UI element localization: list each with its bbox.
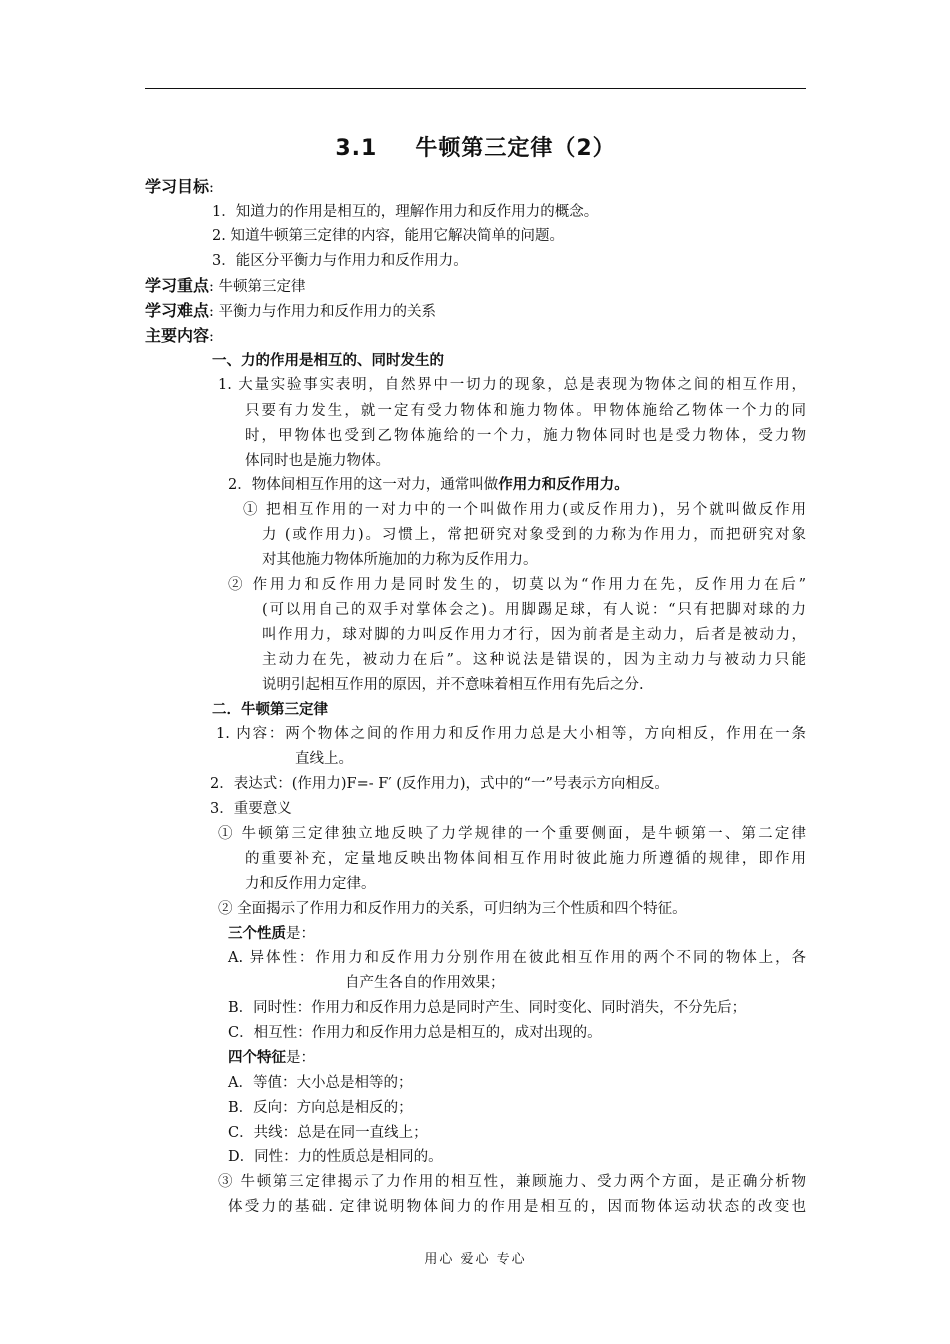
objective-item: 2. 知道牛顿第三定律的内容，能用它解决简单的问题。 [212,228,564,244]
header-rule [145,88,806,89]
page-title [145,134,806,164]
section1-paragraph-line: 体同时也是施力物体。 [245,453,390,469]
property-line: 自产生各自的作用效果； [345,975,505,991]
property-line: A. 异体性：作用力和反作用力分别作用在彼此相互作用的两个不同的物体上，各 [228,950,806,966]
clause2-line: 主动力在先，被动力在后”。这种说法是错误的，因为主动力与被动力只能 [262,652,806,668]
law-content-line: 直线上。 [295,751,353,767]
significance1-line: 力和反作用力定律。 [245,876,376,892]
difficulty-label: 学习难点 [145,301,210,320]
significance-heading: 3．重要意义 [210,801,292,817]
significance1-line: 的重要补充，定量地反映出物体间相互作用时彼此施力所遵循的规律，即作用 [245,851,806,867]
significance3-line: ③ 牛顿第三定律揭示了力作用的相互性，兼顾施力、受力两个方面，是正确分析物 [218,1174,806,1190]
clause1-line: 对其他施力物体所施加的力称为反作用力。 [262,552,538,568]
clause2-line: 说明引起相互作用的原因，并不意味着相互作用有先后之分. [262,677,644,693]
clause2-line: ② 作用力和反作用力是同时发生的，切莫以为“作用力在先，反作用力在后” [228,577,806,593]
difficulty-value: 平衡力与作用力和反作用力的关系 [218,304,437,320]
feature-item: D．同性：力的性质总是相同的。 [228,1149,443,1165]
key-point-value: 牛顿第三定律 [218,279,306,295]
feature-item: B．反向：方向总是相反的； [228,1100,413,1116]
four-features-label: 四个特征是： [228,1050,315,1066]
title-number: 3.1 [335,136,378,161]
feature-item: A．等值：大小总是相等的； [228,1075,413,1091]
clause1-line: ① 把相互作用的一对力中的一个叫做作用力(或反作用力)，另个就叫做反作用 [243,502,806,518]
key-point-label: 学习重点 [145,276,210,295]
clause2-line: 叫作用力，球对脚的力叫反作用力才行，因为前者是主动力，后者是被动力， [262,627,806,643]
property-line: B．同时性：作用力和反作用力总是同时产生、同时变化、同时消失，不分先后； [228,1000,747,1016]
significance2-line: ② 全面揭示了作用力和反作用力的关系，可归纳为三个性质和四个特征。 [218,901,687,917]
clause2-line: (可以用自己的双手对掌体会之)。用脚踢足球，有人说：“只有把脚对球的力 [262,602,806,618]
section1-paragraph-line: 只要有力发生，就一定有受力物体和施力物体。甲物体施给乙物体一个力的同 [245,403,806,419]
clause1-line: 力 (或作用力)。习惯上，常把研究对象受到的力称为作用力，而把研究对象 [262,527,806,543]
section2-heading: 二．牛顿第三定律 [212,702,328,718]
page-footer: 用心 爱心 专心 [424,1252,527,1267]
law-content-line: 1. 内容：两个物体之间的作用力和反作用力总是大小相等，方向相反，作用在一条 [216,726,806,742]
objective-item: 1．知道力的作用是相互的，理解作用力和反作用力的概念。 [212,204,599,220]
law-expression: 2．表达式：(作用力)F=- F′ (反作用力)，式中的“一”号表示方向相反。 [210,776,669,792]
difficulty-row: 学习难点: 平衡力与作用力和反作用力的关系 [145,301,437,320]
significance3-line: 体受力的基础. 定律说明物体间力的作用是相互的，因而物体运动状态的改变也 [228,1199,806,1215]
property-line: C．相互性：作用力和反作用力总是相互的，成对出现的。 [228,1025,602,1041]
content-heading: 主要内容: [145,326,214,345]
feature-item: C．共线：总是在同一直线上； [228,1125,428,1141]
objective-item: 3．能区分平衡力与作用力和反作用力。 [212,253,468,269]
section1-paragraph-line: 时，甲物体也受到乙物体施给的一个力，施力物体同时也是受力物体，受力物 [245,428,806,444]
title-text: 牛顿第三定律（2） [415,136,616,161]
key-point-row: 学习重点: 牛顿第三定律 [145,276,306,295]
section1-paragraph-line: 1. 大量实验事实表明，自然界中一切力的现象，总是表现为物体之间的相互作用， [218,377,806,393]
objectives-heading: 学习目标: [145,177,214,196]
significance1-line: ① 牛顿第三定律独立地反映了力学规律的一个重要侧面，是牛顿第一、第二定律 [218,826,806,842]
three-properties-label: 三个性质是： [228,926,315,942]
section1-heading: 一、力的作用是相互的、同时发生的 [212,353,444,369]
section1-point2: 2．物体间相互作用的这一对力，通常叫做作用力和反作用力。 [228,476,629,493]
